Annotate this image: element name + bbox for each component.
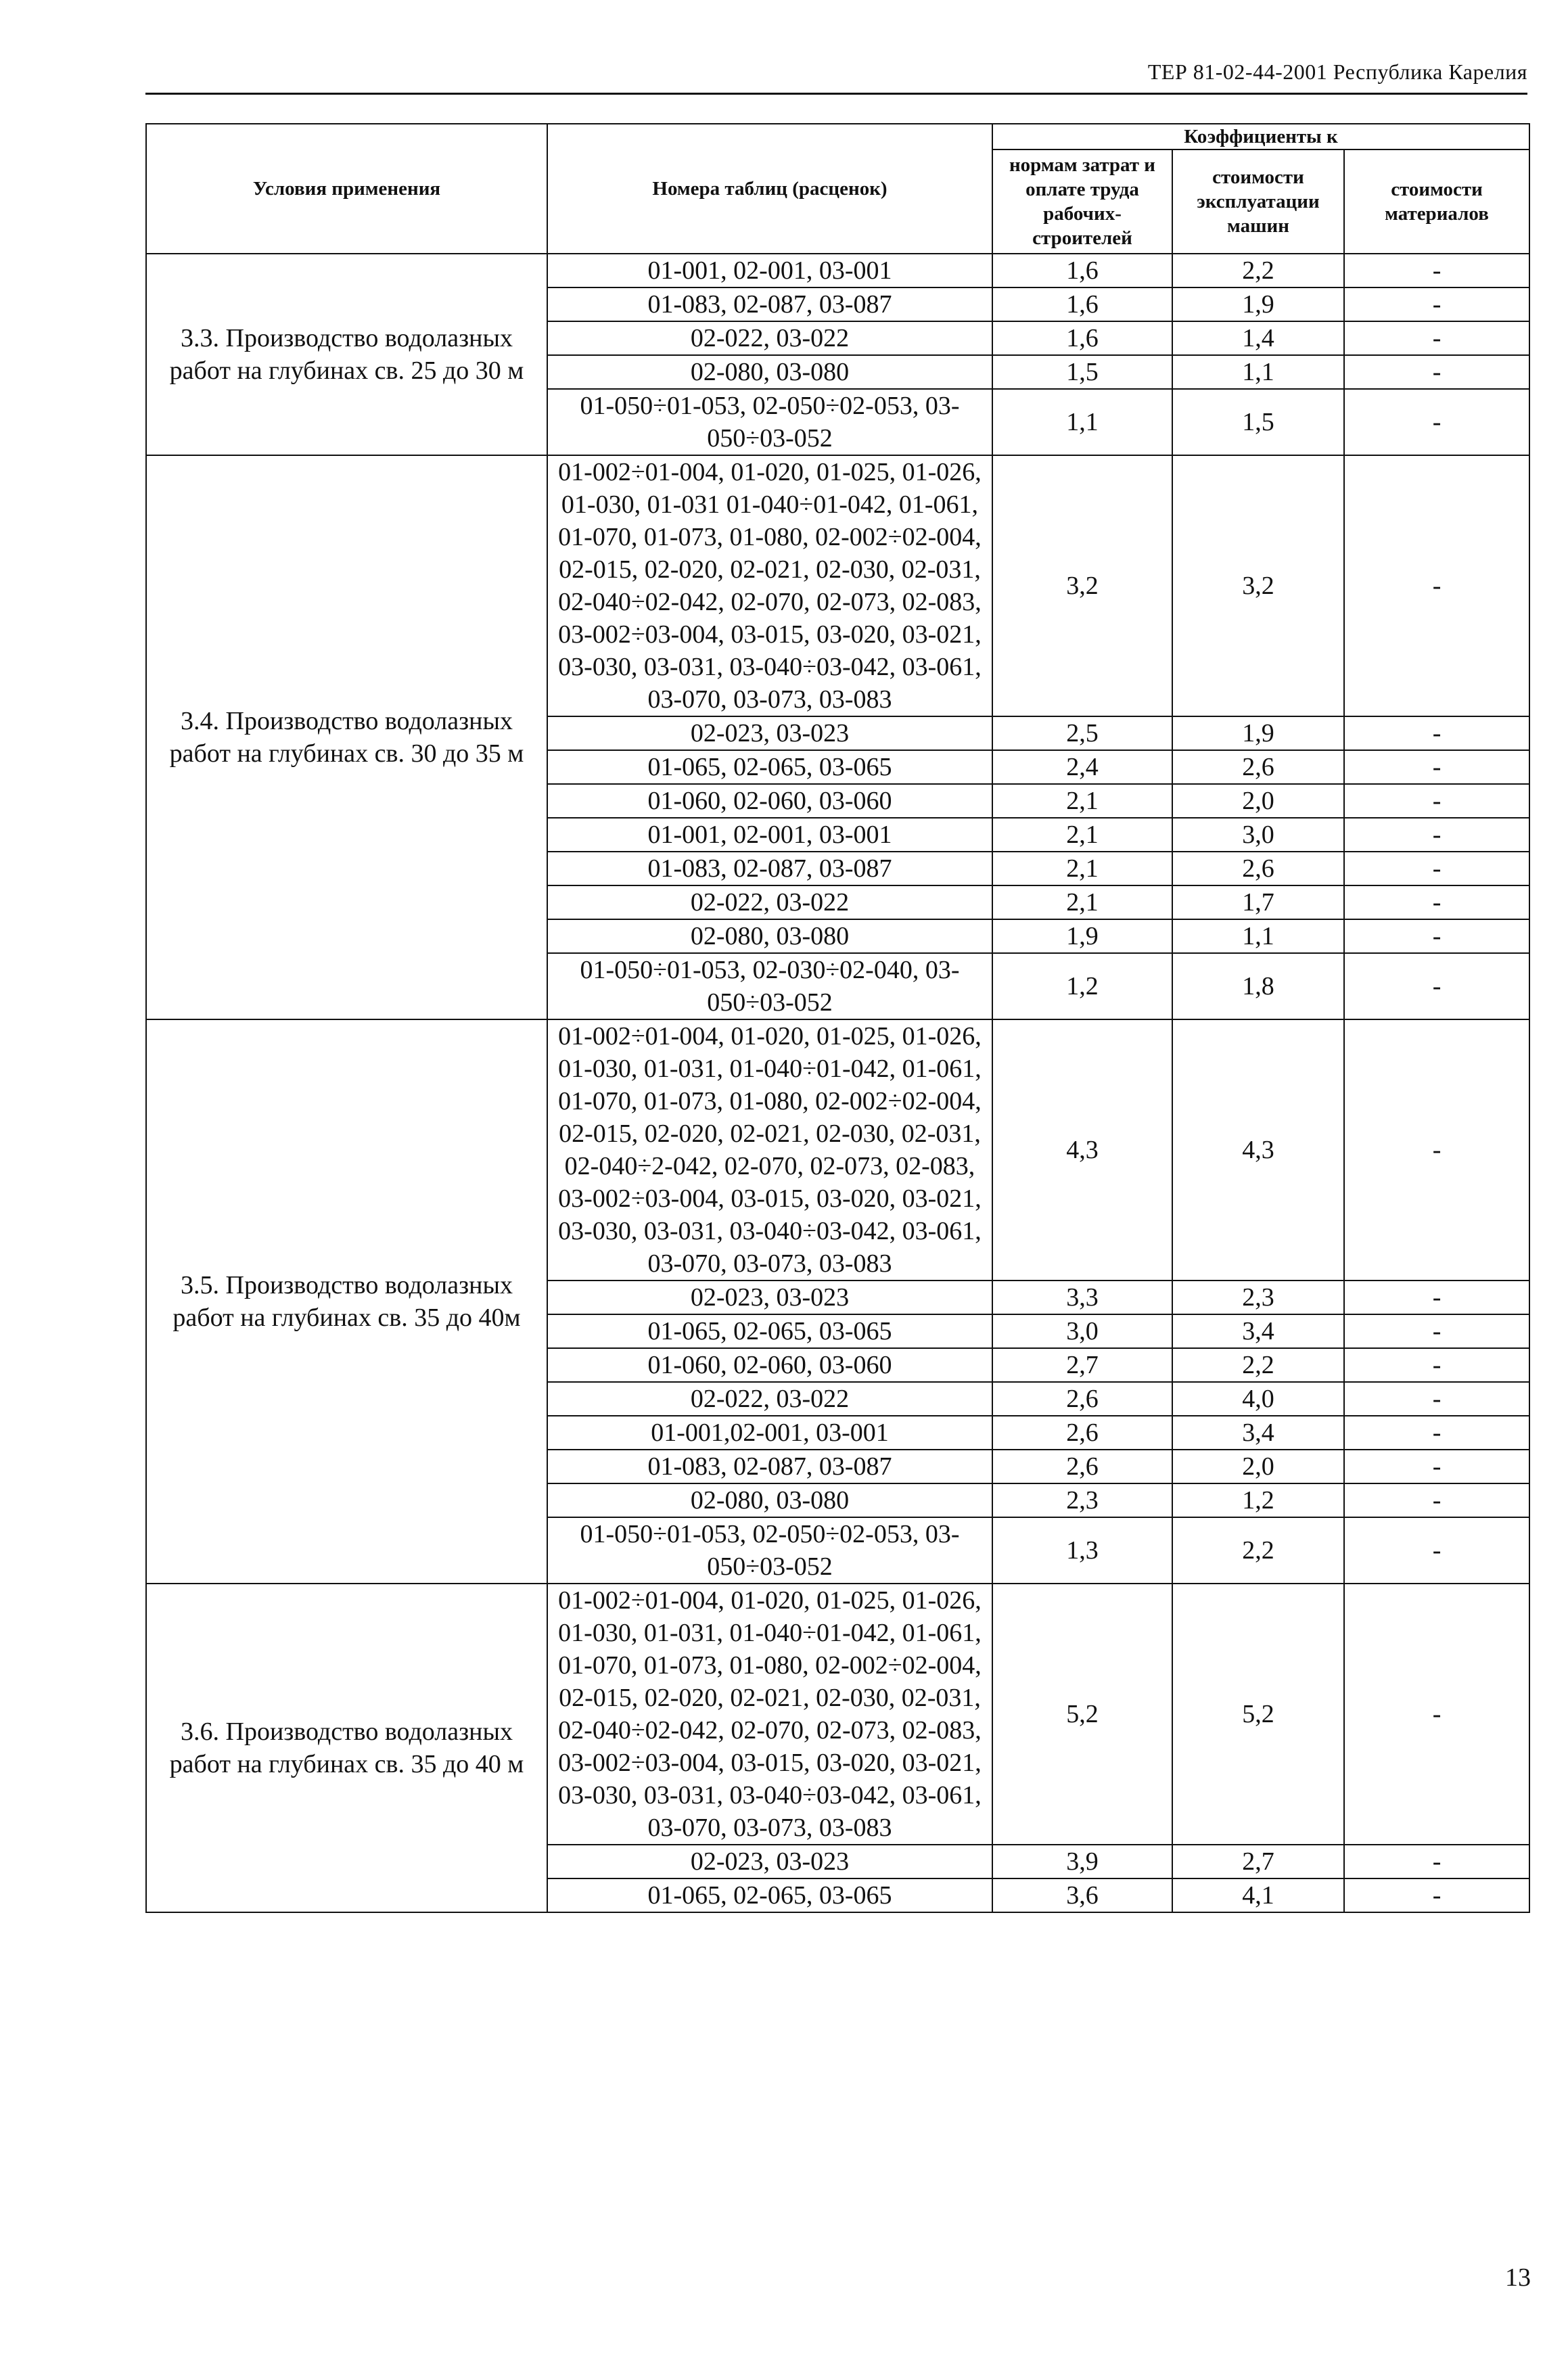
materials-coef-cell: - [1344,818,1529,852]
condition-cell: 3.3. Производство водолазных работ на глубинах св. 25 до 30 м [146,254,547,455]
tables-cell: 02-023, 03-023 [547,716,992,750]
labor-coef-cell: 2,3 [992,1483,1172,1517]
machines-coef-cell: 1,4 [1172,321,1344,355]
labor-coef-cell: 1,5 [992,355,1172,389]
condition-cell: 3.4. Производство водолазных работ на глубинах св. 30 до 35 м [146,455,547,1019]
machines-coef-cell: 2,2 [1172,254,1344,287]
labor-coef-cell: 2,6 [992,1416,1172,1450]
tables-cell: 02-080, 03-080 [547,355,992,389]
machines-coef-cell: 1,8 [1172,953,1344,1019]
tables-cell: 02-023, 03-023 [547,1281,992,1314]
labor-coef-cell: 3,6 [992,1878,1172,1912]
labor-coef-cell: 2,1 [992,885,1172,919]
labor-coef-cell: 1,6 [992,287,1172,321]
machines-coef-cell: 1,1 [1172,355,1344,389]
tables-cell: 01-050÷01-053, 02-050÷02-053, 03-050÷03-052 [547,389,992,455]
header-machines: стоимости эксплуатации машин [1172,149,1344,254]
tables-cell: 02-022, 03-022 [547,321,992,355]
materials-coef-cell: - [1344,1483,1529,1517]
header-conditions: Условия применения [146,124,547,254]
materials-coef-cell: - [1344,321,1529,355]
tables-cell: 01-001, 02-001, 03-001 [547,818,992,852]
tables-cell: 01-065, 02-065, 03-065 [547,750,992,784]
tables-cell: 01-065, 02-065, 03-065 [547,1314,992,1348]
tables-cell: 01-002÷01-004, 01-020, 01-025, 01-026, 01-030, 01-031 01-040÷01-042, 01-061, 01-070, 01-073, 01-080, 02-002÷02-004, 02-015, 02-020, 02-021, 02-030, 02-031, 02-040÷02-042, 02-070, 02-073, 02-083, 03-002÷03-004, 03-015, 03-020, 03-021, 03-030, 03-031, 03-040÷03-042, 03-061, 03-070, 03-073, 03-083 [547,455,992,716]
materials-coef-cell: - [1344,355,1529,389]
machines-coef-cell: 1,5 [1172,389,1344,455]
running-header: ТЕР 81-02-44-2001 Республика Карелия [1147,60,1527,84]
materials-coef-cell: - [1344,1348,1529,1382]
materials-coef-cell: - [1344,1517,1529,1584]
labor-coef-cell: 2,5 [992,716,1172,750]
machines-coef-cell: 3,4 [1172,1416,1344,1450]
tables-cell: 01-083, 02-087, 03-087 [547,287,992,321]
table-row [146,1584,1529,1845]
machines-coef-cell: 2,0 [1172,784,1344,818]
machines-coef-cell: 1,2 [1172,1483,1344,1517]
machines-coef-cell: 2,0 [1172,1450,1344,1483]
labor-coef-cell: 2,7 [992,1348,1172,1382]
labor-coef-cell: 4,3 [992,1019,1172,1281]
labor-coef-cell: 2,1 [992,818,1172,852]
tables-cell: 02-080, 03-080 [547,1483,992,1517]
materials-coef-cell: - [1344,1416,1529,1450]
machines-coef-cell: 2,6 [1172,852,1344,885]
labor-coef-cell: 1,6 [992,321,1172,355]
materials-coef-cell: - [1344,716,1529,750]
materials-coef-cell: - [1344,1382,1529,1416]
condition-cell: 3.5. Производство водолазных работ на глубинах св. 35 до 40м [146,1019,547,1584]
table-row [146,455,1529,716]
machines-coef-cell: 1,9 [1172,287,1344,321]
page-number: 13 [1505,2263,1531,2292]
materials-coef-cell: - [1344,1450,1529,1483]
table-row [146,1019,1529,1281]
labor-coef-cell: 2,1 [992,784,1172,818]
materials-coef-cell: - [1344,750,1529,784]
labor-coef-cell: 1,2 [992,953,1172,1019]
header-materials: стоимости материалов [1344,149,1529,254]
materials-coef-cell: - [1344,1845,1529,1878]
machines-coef-cell: 1,9 [1172,716,1344,750]
table-row [146,254,1529,287]
tables-cell: 01-065, 02-065, 03-065 [547,1878,992,1912]
labor-coef-cell: 1,3 [992,1517,1172,1584]
materials-coef-cell: - [1344,852,1529,885]
materials-coef-cell: - [1344,254,1529,287]
tables-cell: 01-060, 02-060, 03-060 [547,784,992,818]
machines-coef-cell: 2,2 [1172,1348,1344,1382]
header-coefficients-group: Коэффициенты к [992,124,1529,149]
materials-coef-cell: - [1344,1584,1529,1845]
header-labor: нормам затрат и оплате труда рабочих-строителей [992,149,1172,254]
labor-coef-cell: 3,2 [992,455,1172,716]
machines-coef-cell: 2,6 [1172,750,1344,784]
labor-coef-cell: 1,6 [992,254,1172,287]
tables-cell: 01-050÷01-053, 02-050÷02-053, 03-050÷03-052 [547,1517,992,1584]
materials-coef-cell: - [1344,1019,1529,1281]
materials-coef-cell: - [1344,389,1529,455]
tables-cell: 02-022, 03-022 [547,885,992,919]
materials-coef-cell: - [1344,885,1529,919]
tables-cell: 01-001, 02-001, 03-001 [547,254,992,287]
machines-coef-cell: 2,3 [1172,1281,1344,1314]
header-tables: Номера таблиц (расценок) [547,124,992,254]
tables-cell: 01-002÷01-004, 01-020, 01-025, 01-026, 01-030, 01-031, 01-040÷01-042, 01-061, 01-070, 01-073, 01-080, 02-002÷02-004, 02-015, 02-020, 02-021, 02-030, 02-031, 02-040÷2-042, 02-070, 02-073, 02-083, 03-002÷03-004, 03-015, 03-020, 03-021, 03-030, 03-031, 03-040÷03-042, 03-061, 03-070, 03-073, 03-083 [547,1019,992,1281]
machines-coef-cell: 3,2 [1172,455,1344,716]
machines-coef-cell: 2,2 [1172,1517,1344,1584]
materials-coef-cell: - [1344,1878,1529,1912]
tables-cell: 01-050÷01-053, 02-030÷02-040, 03-050÷03-052 [547,953,992,1019]
machines-coef-cell: 1,1 [1172,919,1344,953]
machines-coef-cell: 4,1 [1172,1878,1344,1912]
labor-coef-cell: 2,6 [992,1382,1172,1416]
labor-coef-cell: 2,1 [992,852,1172,885]
tables-cell: 02-023, 03-023 [547,1845,992,1878]
machines-coef-cell: 4,0 [1172,1382,1344,1416]
labor-coef-cell: 3,0 [992,1314,1172,1348]
materials-coef-cell: - [1344,287,1529,321]
tables-cell: 01-060, 02-060, 03-060 [547,1348,992,1382]
machines-coef-cell: 2,7 [1172,1845,1344,1878]
materials-coef-cell: - [1344,919,1529,953]
machines-coef-cell: 3,4 [1172,1314,1344,1348]
materials-coef-cell: - [1344,1314,1529,1348]
labor-coef-cell: 5,2 [992,1584,1172,1845]
tables-cell: 02-080, 03-080 [547,919,992,953]
labor-coef-cell: 3,9 [992,1845,1172,1878]
labor-coef-cell: 2,4 [992,750,1172,784]
tables-cell: 02-022, 03-022 [547,1382,992,1416]
tables-cell: 01-083, 02-087, 03-087 [547,852,992,885]
header-rule [145,93,1527,95]
condition-cell: 3.6. Производство водолазных работ на глубинах св. 35 до 40 м [146,1584,547,1912]
machines-coef-cell: 1,7 [1172,885,1344,919]
materials-coef-cell: - [1344,455,1529,716]
labor-coef-cell: 1,1 [992,389,1172,455]
tables-cell: 01-001,02-001, 03-001 [547,1416,992,1450]
labor-coef-cell: 3,3 [992,1281,1172,1314]
tables-cell: 01-002÷01-004, 01-020, 01-025, 01-026, 01-030, 01-031, 01-040÷01-042, 01-061, 01-070, 01-073, 01-080, 02-002÷02-004, 02-015, 02-020, 02-021, 02-030, 02-031, 02-040÷02-042, 02-070, 02-073, 02-083, 03-002÷03-004, 03-015, 03-020, 03-021, 03-030, 03-031, 03-040÷03-042, 03-061, 03-070, 03-073, 03-083 [547,1584,992,1845]
labor-coef-cell: 1,9 [992,919,1172,953]
machines-coef-cell: 4,3 [1172,1019,1344,1281]
machines-coef-cell: 3,0 [1172,818,1344,852]
tables-cell: 01-083, 02-087, 03-087 [547,1450,992,1483]
labor-coef-cell: 2,6 [992,1450,1172,1483]
materials-coef-cell: - [1344,1281,1529,1314]
machines-coef-cell: 5,2 [1172,1584,1344,1845]
coefficients-table [145,123,1530,1913]
materials-coef-cell: - [1344,953,1529,1019]
materials-coef-cell: - [1344,784,1529,818]
